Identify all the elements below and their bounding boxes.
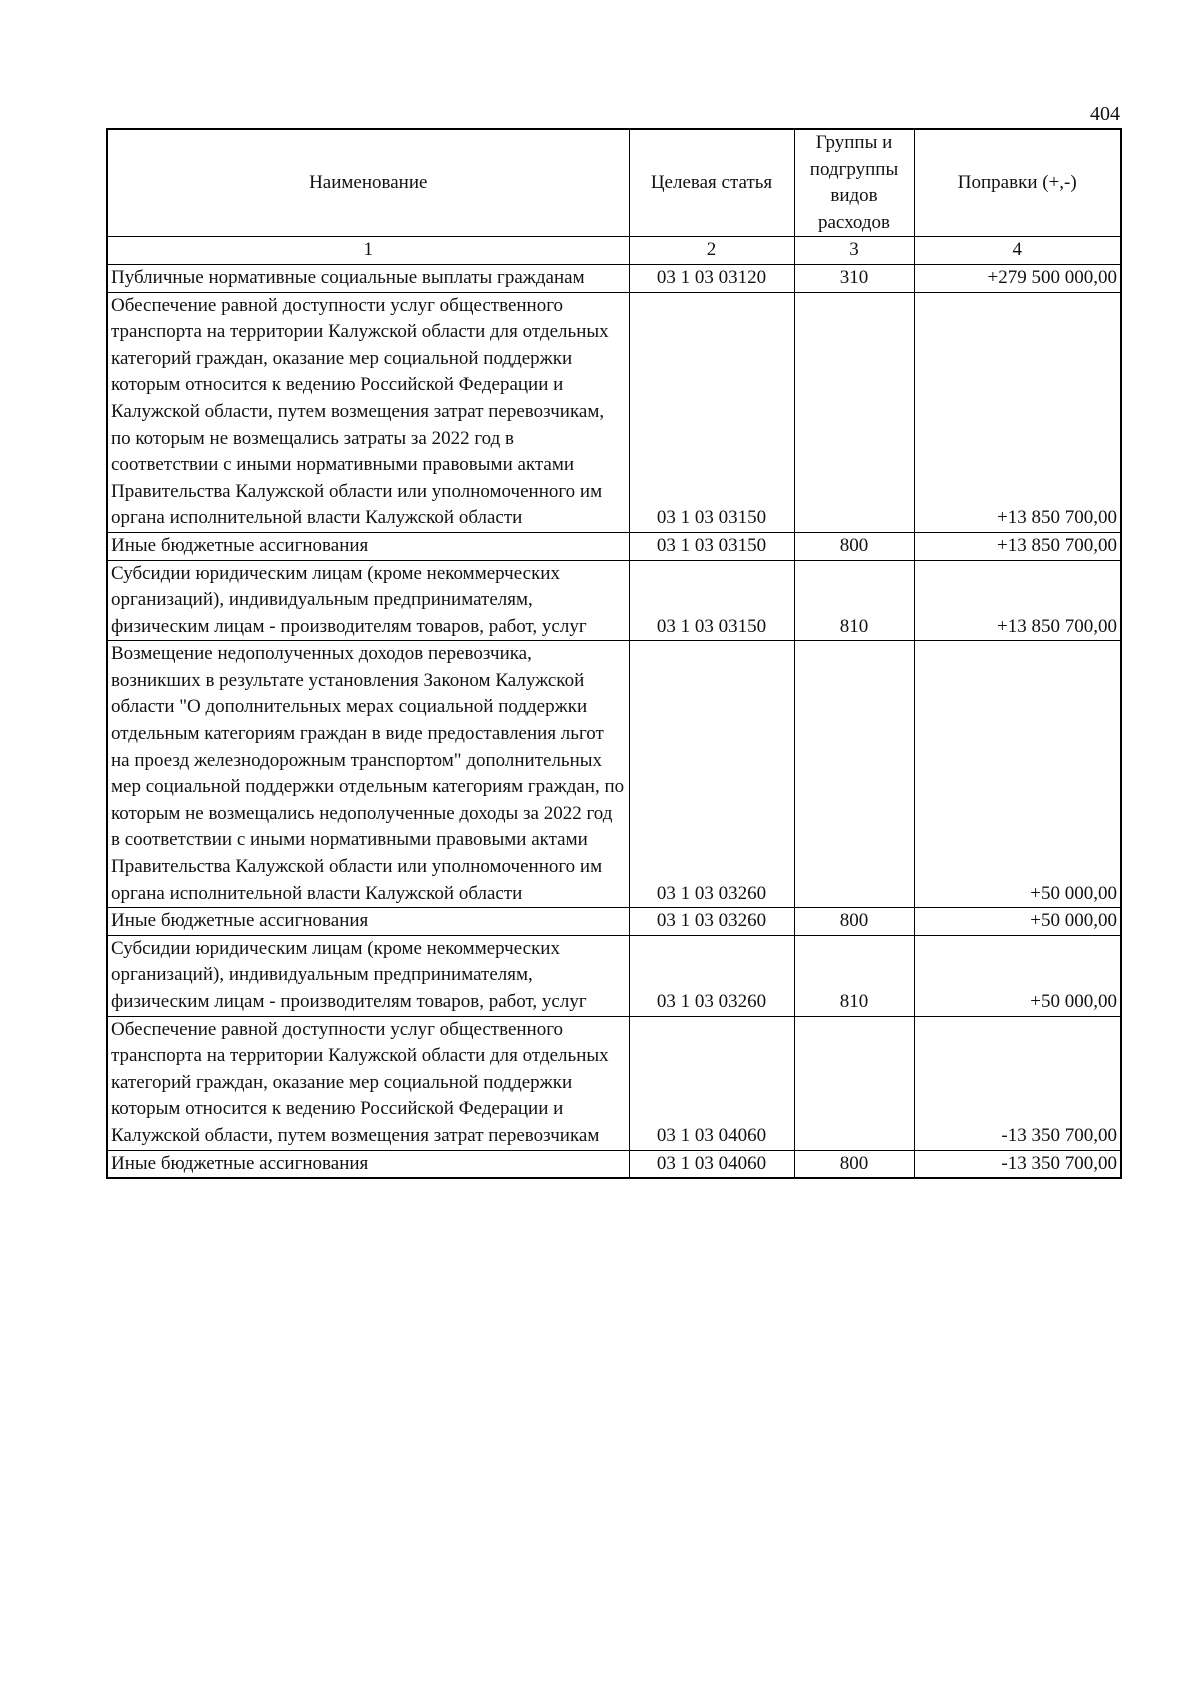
budget-amendments-table bbox=[106, 128, 1122, 1179]
row-amount: +13 850 700,00 bbox=[914, 292, 1121, 532]
row-group: 810 bbox=[794, 935, 914, 1016]
table-row bbox=[107, 292, 1121, 532]
page-number: 404 bbox=[1090, 103, 1120, 125]
table-row bbox=[107, 560, 1121, 641]
column-number: 1 bbox=[107, 237, 629, 265]
row-group: 310 bbox=[794, 264, 914, 292]
column-number: 4 bbox=[914, 237, 1121, 265]
row-name: Субсидии юридическим лицам (кроме некоммерческих организаций), индивидуальным предпринимателям, физическим лицам - производителям товаров, работ, услуг bbox=[107, 935, 629, 1016]
row-name: Возмещение недополученных доходов перевозчика, возникших в результате установления Законом Калужской области "О дополнительных мерах социальной поддержки отдельным категориям граждан в виде предоставления льгот на проезд железнодорожным транспортом" дополнительных мер социальной поддержки отдельным категориям граждан, по которым не возмещались недополученные доходы за 2022 год в соответствии с иными нормативными правовыми актами Правительства Калужской области или уполномоченного им органа исполнительной власти Калужской области bbox=[107, 641, 629, 908]
column-number: 3 bbox=[794, 237, 914, 265]
table-row bbox=[107, 1150, 1121, 1178]
row-group bbox=[794, 641, 914, 908]
row-amount: +50 000,00 bbox=[914, 935, 1121, 1016]
row-amount: +50 000,00 bbox=[914, 908, 1121, 936]
row-name: Обеспечение равной доступности услуг общественного транспорта на территории Калужской области для отдельных категорий граждан, оказание мер социальной поддержки которым относится к ведению Российской Федерации и Калужской области, путем возмещения затрат перевозчикам, по которым не возмещались затраты за 2022 год в соответствии с иными нормативными правовыми актами Правительства Калужской области или уполномоченного им органа исполнительной власти Калужской области bbox=[107, 292, 629, 532]
row-name: Иные бюджетные ассигнования bbox=[107, 1150, 629, 1178]
row-amount: -13 350 700,00 bbox=[914, 1016, 1121, 1150]
row-name: Иные бюджетные ассигнования bbox=[107, 908, 629, 936]
table-row bbox=[107, 532, 1121, 560]
header-target-article: Целевая статья bbox=[629, 129, 794, 237]
row-amount: +13 850 700,00 bbox=[914, 532, 1121, 560]
row-amount: -13 350 700,00 bbox=[914, 1150, 1121, 1178]
row-target-article: 03 1 03 04060 bbox=[629, 1150, 794, 1178]
row-target-article: 03 1 03 03150 bbox=[629, 292, 794, 532]
row-name: Публичные нормативные социальные выплаты гражданам bbox=[107, 264, 629, 292]
row-group bbox=[794, 1016, 914, 1150]
header-amendments: Поправки (+,-) bbox=[914, 129, 1121, 237]
row-target-article: 03 1 03 03150 bbox=[629, 560, 794, 641]
table-row bbox=[107, 1016, 1121, 1150]
row-group bbox=[794, 292, 914, 532]
table-row bbox=[107, 264, 1121, 292]
row-target-article: 03 1 03 03120 bbox=[629, 264, 794, 292]
table-row bbox=[107, 935, 1121, 1016]
header-row bbox=[107, 129, 1121, 237]
row-target-article: 03 1 03 03260 bbox=[629, 908, 794, 936]
row-amount: +50 000,00 bbox=[914, 641, 1121, 908]
row-name: Иные бюджетные ассигнования bbox=[107, 532, 629, 560]
row-group: 800 bbox=[794, 1150, 914, 1178]
header-name: Наименование bbox=[107, 129, 629, 237]
row-group: 800 bbox=[794, 532, 914, 560]
column-number-row bbox=[107, 237, 1121, 265]
row-target-article: 03 1 03 03260 bbox=[629, 935, 794, 1016]
row-target-article: 03 1 03 03150 bbox=[629, 532, 794, 560]
row-amount: +13 850 700,00 bbox=[914, 560, 1121, 641]
table-row bbox=[107, 641, 1121, 908]
row-group: 810 bbox=[794, 560, 914, 641]
column-number: 2 bbox=[629, 237, 794, 265]
table-row bbox=[107, 908, 1121, 936]
row-name: Субсидии юридическим лицам (кроме некоммерческих организаций), индивидуальным предпринимателям, физическим лицам - производителям товаров, работ, услуг bbox=[107, 560, 629, 641]
row-target-article: 03 1 03 04060 bbox=[629, 1016, 794, 1150]
row-amount: +279 500 000,00 bbox=[914, 264, 1121, 292]
row-group: 800 bbox=[794, 908, 914, 936]
row-target-article: 03 1 03 03260 bbox=[629, 641, 794, 908]
row-name: Обеспечение равной доступности услуг общественного транспорта на территории Калужской области для отдельных категорий граждан, оказание мер социальной поддержки которым относится к ведению Российской Федерации и Калужской области, путем возмещения затрат перевозчикам bbox=[107, 1016, 629, 1150]
header-groups: Группы и подгруппы видов расходов bbox=[794, 129, 914, 237]
